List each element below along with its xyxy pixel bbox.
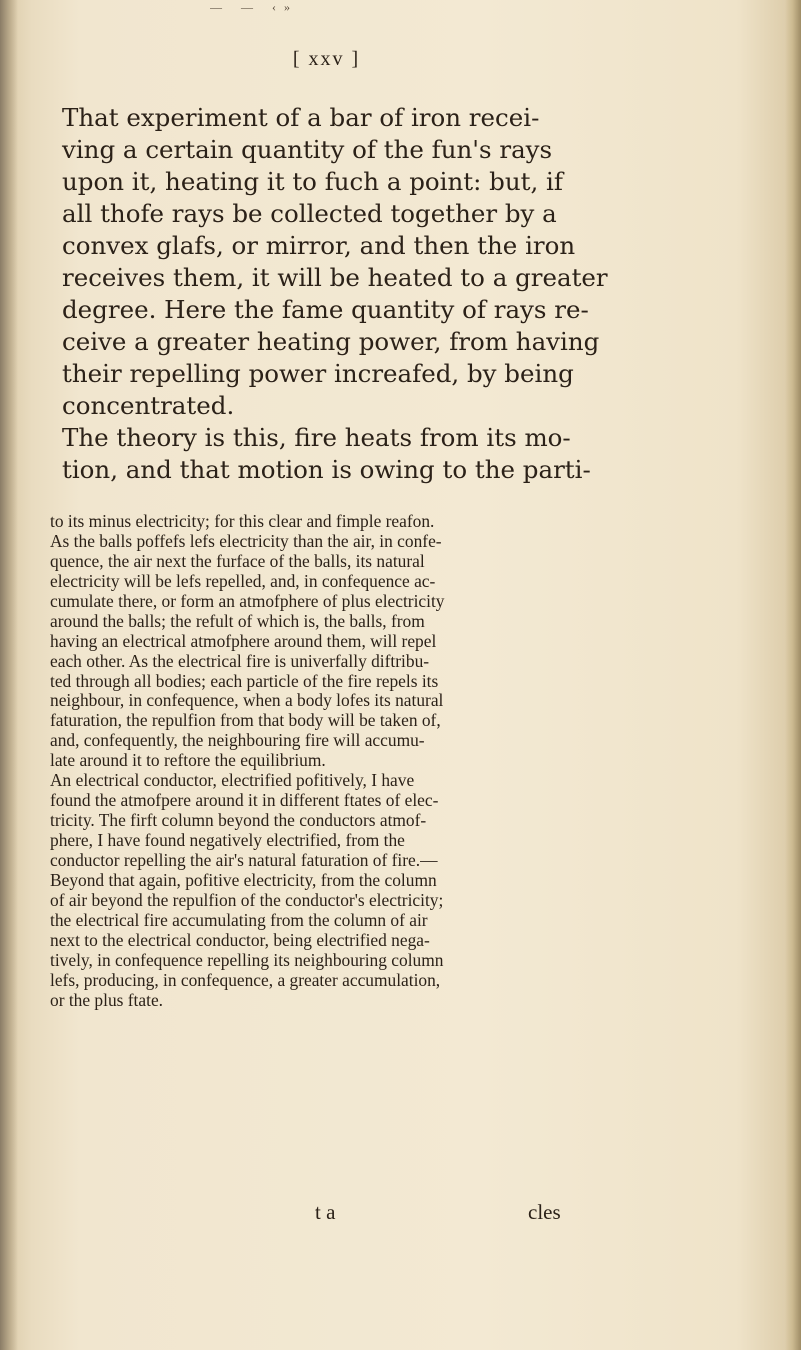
footnote-text-line: next to the electrical conductor, being electrified nega-: [50, 929, 430, 950]
footnote-text-line: conductor repelling the air's natural faturation of fire.—: [50, 849, 438, 870]
body-text-line: degree. Here the fame quantity of rays re-: [62, 295, 589, 324]
page-edge-shadow: [785, 0, 801, 1350]
page-footer: [0, 1200, 801, 1226]
footnote-text-line: faturation, the repulfion from that body will be taken of,: [50, 710, 441, 731]
footnote-text-line: the electrical fire accumulating from the column of air: [50, 909, 428, 930]
body-text-line: all thofe rays be collected together by a: [62, 199, 557, 228]
footnote-text-line: having an electrical atmofphere around them, will repel: [50, 630, 437, 651]
footnote-text-line: late around it to reftore the equilibrium.: [50, 750, 326, 771]
footnote-text-line: Beyond that again, pofitive electricity, from the column: [50, 869, 437, 890]
footnote-text-line: tively, in confequence repelling its neighbouring column: [50, 949, 444, 970]
signature-mark: t a: [315, 1200, 336, 1224]
body-text-line: ving a certain quantity of the fun's rays: [62, 135, 553, 164]
body-text-line: ceive a greater heating power, from having: [62, 327, 600, 356]
footnote-text-line: each other. As the electrical fire is univerfally diftribu-: [50, 650, 430, 671]
body-text-line: receives them, it will be heated to a greater: [62, 263, 608, 292]
footnote-text-line: lefs, producing, in confequence, a greater accumulation,: [50, 969, 441, 990]
footnote-text-line: phere, I have found negatively electrified, from the: [50, 830, 405, 850]
body-text-line: convex glafs, or mirror, and then the iron: [62, 231, 576, 260]
footnote-text-line: around the balls; the refult of which is, the balls, from: [50, 610, 425, 631]
footnote-text-line: or the plus ftate.: [50, 989, 164, 1010]
body-text-line: tion, and that motion is owing to the parti-: [62, 455, 591, 484]
footnote-text-line: electricity will be lefs repelled, and, in confequence ac-: [50, 570, 436, 591]
footnote-text-block: [50, 512, 750, 1010]
body-text-line: concentrated.: [62, 391, 235, 420]
top-fragment: — — ‹»: [210, 0, 298, 14]
footnote-text-line: cumulate there, or form an atmofphere of plus electricity: [50, 590, 445, 611]
footnote-text-line: quence, the air next the furface of the balls, its natural: [50, 550, 425, 571]
footnote-text-line: and, confequently, the neighbouring fire will accumu-: [50, 730, 425, 751]
body-text-line: That experiment of a bar of iron recei-: [62, 103, 540, 132]
running-head: [ xxv ]: [292, 48, 361, 70]
page-gutter-shadow: [0, 0, 18, 1350]
footnote-text-line: to its minus electricity; for this clear and fimple reafon.: [50, 511, 435, 531]
footnote-text-line: ted through all bodies; each particle of the fire repels its: [50, 670, 439, 691]
footnote-text-line: An electrical conductor, electrified pofitively, I have: [50, 770, 415, 791]
main-text-block: [62, 102, 752, 486]
footnote-text-line: of air beyond the repulfion of the conductor's electricity;: [50, 889, 444, 910]
footnote-text-line: found the atmofpere around it in different ftates of elec-: [50, 790, 439, 811]
body-text-line: The theory is this, fire heats from its mo-: [62, 423, 571, 452]
body-text-line: upon it, heating it to fuch a point: but, if: [62, 167, 563, 196]
footnote-text-line: tricity. The firft column beyond the conductors atmof-: [50, 810, 427, 831]
body-text-line: their repelling power increafed, by being: [62, 359, 574, 388]
footnote-text-line: As the balls poffefs lefs electricity than the air, in confe-: [50, 530, 442, 551]
catchword: cles: [528, 1200, 561, 1224]
footnote-text-line: neighbour, in confequence, when a body lofes its natural: [50, 690, 444, 711]
